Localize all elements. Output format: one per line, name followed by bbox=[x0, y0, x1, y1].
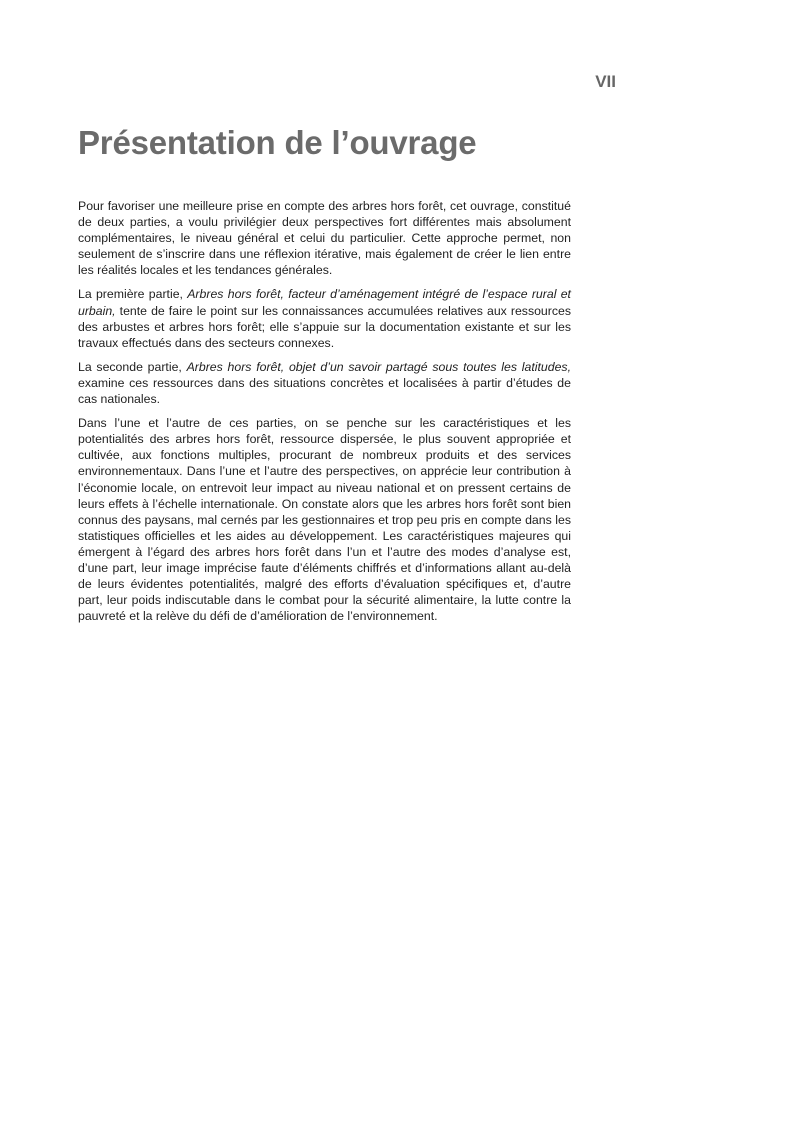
page-number: VII bbox=[595, 72, 616, 91]
part-one-title: Arbres hors forêt, facteur d’aménagement intégré de l’espace rural et urbain, bbox=[78, 287, 571, 318]
paragraph-text: Pour favoriser une meilleure prise en compte des arbres hors forêt, cet ouvrage, constitué de deux parties, a voulu privilégier deux perspectives fort différentes mais absolument complémentaires, le niveau général et celui du particulier. Cette approche permet, non seulement de s’inscrire dans une réflexion itérative, mais également de créer le lien entre les réalités locales et les tendances générales. bbox=[78, 199, 571, 278]
paragraph-3 bbox=[78, 359, 571, 407]
body-text bbox=[78, 198, 571, 632]
paragraph-2 bbox=[78, 286, 571, 350]
paragraph-text: Dans l’une et l’autre de ces parties, on se penche sur les caractéristiques et les potentialités des arbres hors forêt, ressource dispersée, le plus souvent appropriée et cultivée, aux fonctions multiples, procurant de nombreux produits et des services environnementaux. Dans l’une et l’autre des perspectives, on apprécie leur contribution à l’économie locale, on entrevoit leur impact au niveau national et on pressent certains de leurs effets à l’échelle internationale. On constate alors que les arbres hors forêt sont bien connus des paysans, mal cernés par les gestionnaires et trop peu pris en compte dans les statistiques officielles et les aides au développement. Les caractéristiques majeures qui émergent à l’égard des arbres hors forêt dans l’un et l’autre des modes d’analyse est, d’une part, leur image imprécise faute d’éléments chiffrés et d’informations allant au-delà de leurs évidentes potentialités, malgré des efforts d’évaluation spécifiques et, d’autre part, leur poids indiscutable dans le combat pour la sécurité alimentaire, la lutte contre la pauvreté et la relève du défi de d’amélioration de l’environnement. bbox=[78, 416, 571, 624]
paragraph-1 bbox=[78, 198, 571, 278]
paragraph-text: La seconde partie, bbox=[78, 359, 187, 374]
paragraph-text: examine ces ressources dans des situations concrètes et localisées à partir d’études de cas nationales. bbox=[78, 375, 571, 407]
paragraph-text: tente de faire le point sur les connaissances accumulées relatives aux ressources des arbustes et arbres hors forêt; elle s’appuie sur la documentation existante et sur les travaux effectués dans des secteurs connexes. bbox=[78, 303, 571, 350]
paragraph-4 bbox=[78, 415, 571, 624]
page-title: Présentation de l’ouvrage bbox=[78, 124, 477, 161]
paragraph-text: La première partie, bbox=[78, 287, 188, 302]
part-two-title: Arbres hors forêt, objet d’un savoir partagé sous toutes les latitudes, bbox=[186, 359, 571, 374]
